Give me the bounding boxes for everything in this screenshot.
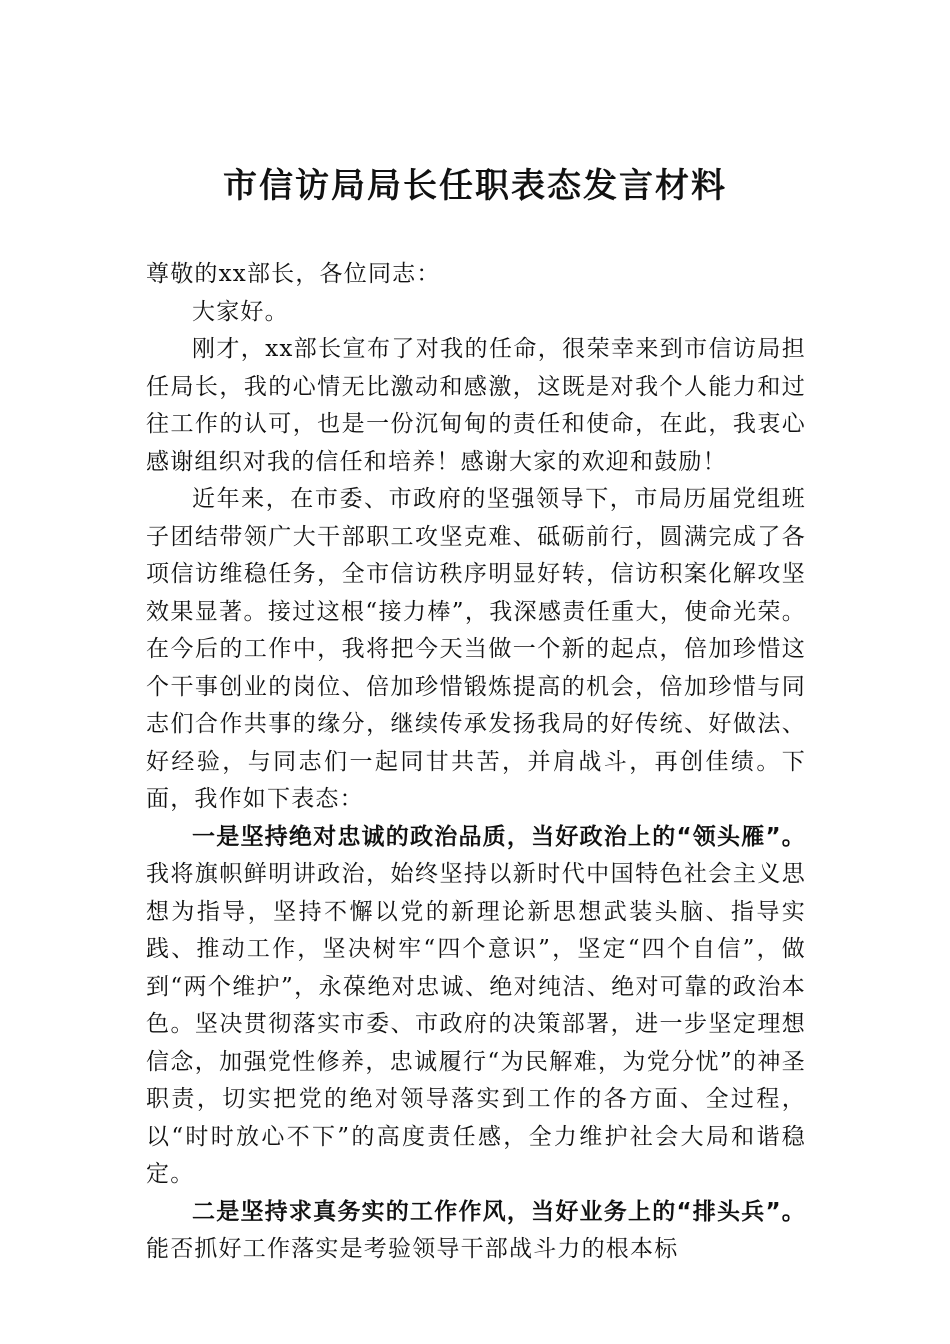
greeting: 大家好。	[192, 298, 289, 325]
document-body	[146, 256, 806, 1269]
point-one-heading: 一是坚持绝对忠诚的政治品质，当好政治上的“领头雁”。	[192, 823, 806, 850]
point-one-body: 我将旗帜鲜明讲政治，始终坚持以新时代中国特色社会主义思想为指导，坚持不懈以党的新理论新思想武装头脑、指导实践、推动工作，坚决树牢“四个意识”，坚定“四个自信”，做到“两个维护”，永葆绝对忠诚、绝对纯洁、绝对可靠的政治本色。坚决贯彻落实市委、市政府的决策部署，进一步坚定理想信念，加强党性修养，忠诚履行“为民解难，为党分忧”的神圣职责，切实把党的绝对领导落实到工作的各方面、全过程，以“时时放心不下”的高度责任感，全力维护社会大局和谐稳定。	[146, 861, 806, 1187]
paragraph-point-one	[146, 819, 806, 1194]
document-title: 市信访局局长任职表态发言材料	[223, 166, 727, 206]
point-two-heading: 二是坚持求真务实的工作作风，当好业务上的“排头兵”。	[192, 1198, 806, 1225]
salutation: 尊敬的xx部长，各位同志：	[146, 261, 441, 287]
paragraph-point-two	[146, 1194, 806, 1269]
paragraph-appointment: 刚才，xx部长宣布了对我的任命，很荣幸来到市信访局担任局长，我的心情无比激动和感激，这既是对我个人能力和过往工作的认可，也是一份沉甸甸的责任和使命，在此，我衷心感谢组织对我的信任和培养！感谢大家的欢迎和鼓励！	[146, 336, 806, 475]
point-two-body: 能否抓好工作落实是考验领导干部战斗力的根本标	[146, 1236, 679, 1262]
paragraph-background: 近年来，在市委、市政府的坚强领导下，市局历届党组班子团结带领广大干部职工攻坚克难、砥砺前行，圆满完成了各项信访维稳任务，全市信访秩序明显好转，信访积案化解攻坚效果显著。接过这根“接力棒”，我深感责任重大，使命光荣。在今后的工作中，我将把今天当做一个新的起点，倍加珍惜这个干事创业的岗位、倍加珍惜锻炼提高的机会，倍加珍惜与同志们合作共事的缘分，继续传承发扬我局的好传统、好做法、好经验，与同志们一起同甘共苦，并肩战斗，再创佳绩。下面，我作如下表态：	[146, 486, 806, 812]
